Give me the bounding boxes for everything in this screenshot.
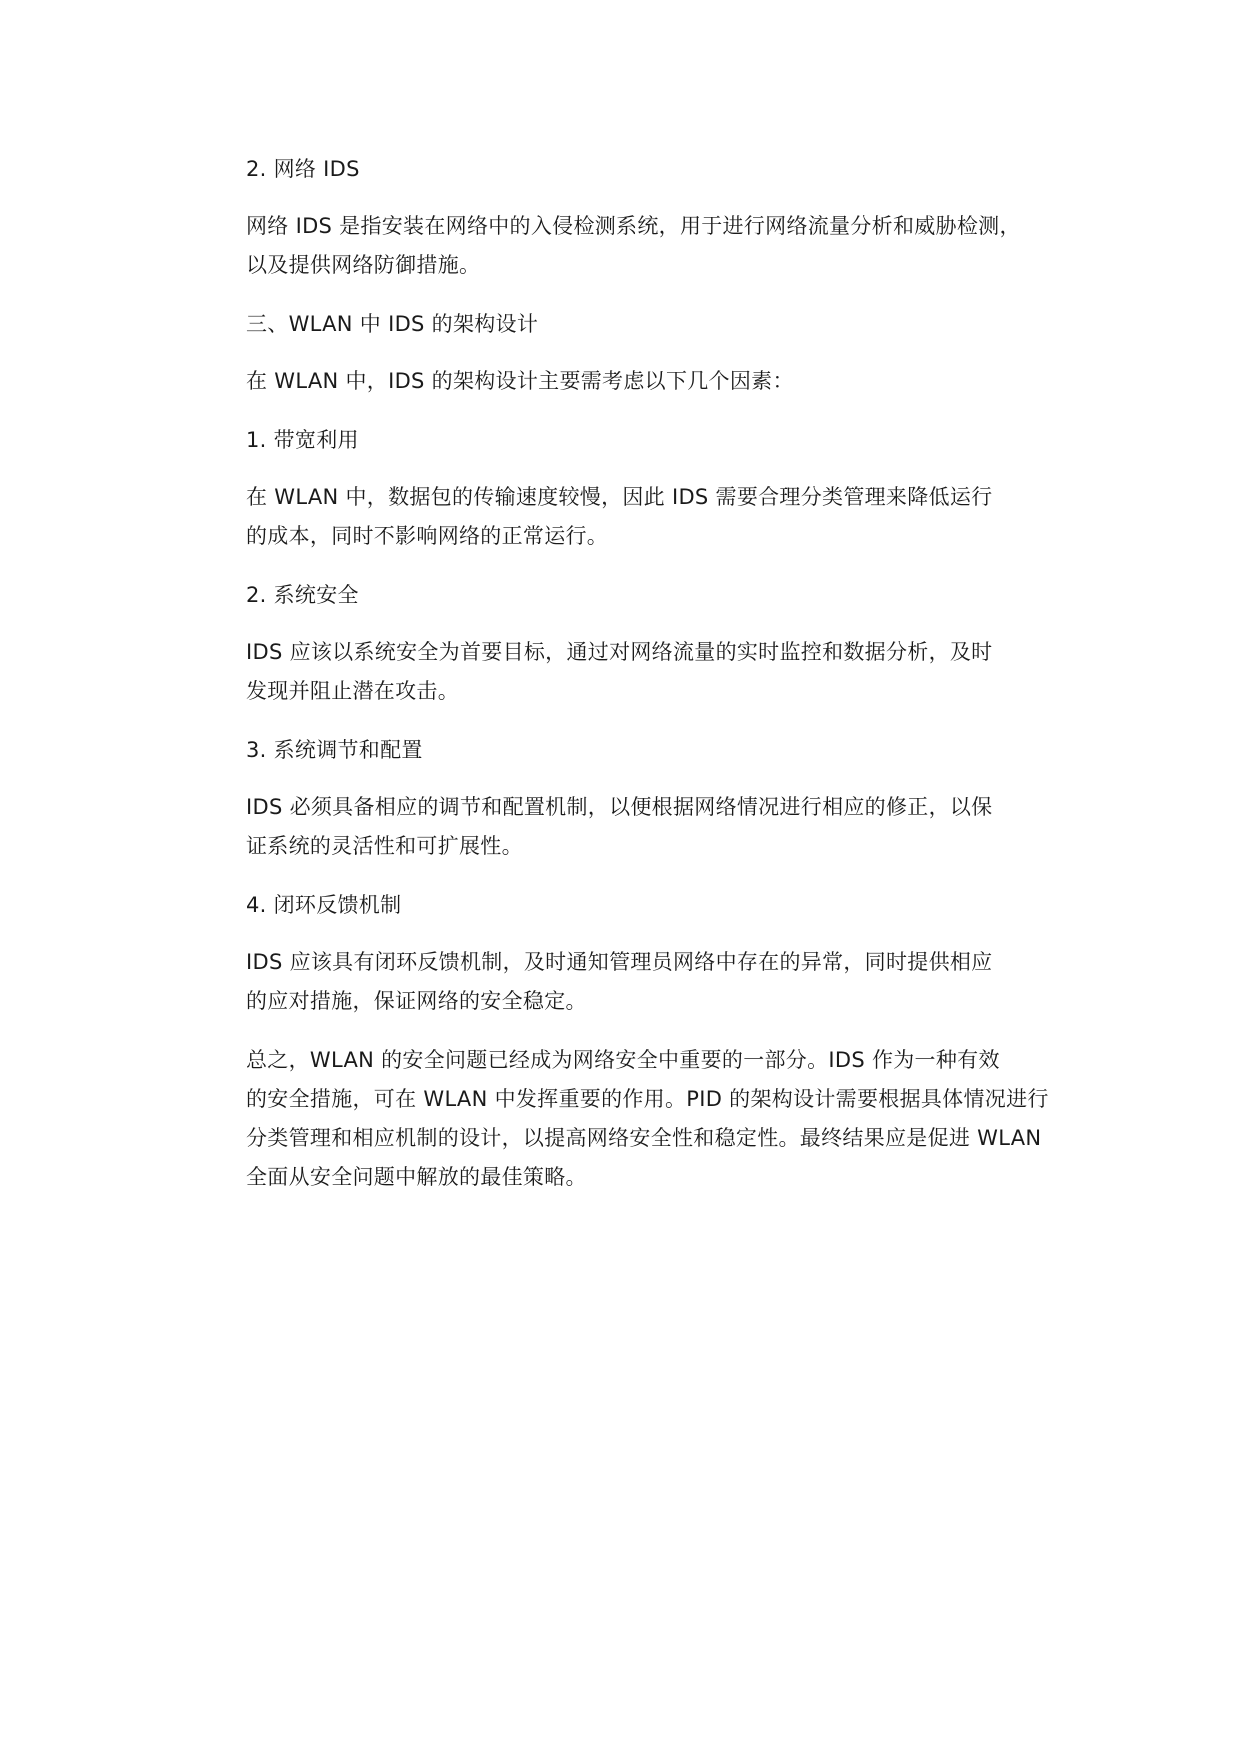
body-paragraph	[188, 478, 1078, 556]
section-heading	[188, 150, 1078, 189]
section-heading	[188, 886, 1078, 925]
text-line: 以及提供网络防御措施。	[246, 253, 481, 277]
text-line: 的应对措施，保证网络的安全稳定。	[246, 989, 587, 1013]
body-paragraph	[188, 943, 1078, 1021]
body-paragraph	[188, 633, 1078, 711]
body-paragraph	[188, 207, 1078, 285]
text-line: 3. 系统调节和配置	[246, 738, 423, 762]
section-heading	[188, 576, 1078, 615]
text-line: 发现并阻止潜在攻击。	[246, 679, 459, 703]
text-line: 2. 网络 IDS	[246, 157, 360, 181]
text-line: 2. 系统安全	[246, 583, 359, 607]
text-line: 在 WLAN 中，数据包的传输速度较慢，因此 IDS 需要合理分类管理来降低运行	[246, 485, 993, 509]
section-heading	[188, 305, 1078, 344]
text-line: 三、WLAN 中 IDS 的架构设计	[246, 312, 539, 336]
text-line: IDS 应该以系统安全为首要目标，通过对网络流量的实时监控和数据分析，及时	[246, 640, 993, 664]
body-paragraph	[188, 1041, 1078, 1197]
text-line: IDS 必须具备相应的调节和配置机制，以便根据网络情况进行相应的修正，以保	[246, 795, 993, 819]
text-line: 证系统的灵活性和可扩展性。	[246, 834, 523, 858]
text-line: 在 WLAN 中，IDS 的架构设计主要需考虑以下几个因素：	[246, 369, 794, 393]
section-heading	[188, 421, 1078, 460]
text-line: 的安全措施，可在 WLAN 中发挥重要的作用。PID 的架构设计需要根据具体情况进行	[246, 1087, 1049, 1111]
text-line: 网络 IDS 是指安装在网络中的入侵检测系统，用于进行网络流量分析和威胁检测，	[246, 214, 1021, 238]
text-line: IDS 应该具有闭环反馈机制，及时通知管理员网络中存在的异常，同时提供相应	[246, 950, 993, 974]
text-line: 总之，WLAN 的安全问题已经成为网络安全中重要的一部分。IDS 作为一种有效	[246, 1048, 1000, 1072]
text-line: 全面从安全问题中解放的最佳策略。	[246, 1165, 587, 1189]
text-line: 4. 闭环反馈机制	[246, 893, 402, 917]
body-paragraph	[188, 788, 1078, 866]
body-paragraph	[188, 362, 1078, 401]
text-line: 分类管理和相应机制的设计，以提高网络安全性和稳定性。最终结果应是促进 WLAN	[246, 1126, 1042, 1150]
text-line: 的成本，同时不影响网络的正常运行。	[246, 524, 609, 548]
document-body	[188, 150, 1078, 1217]
section-heading	[188, 731, 1078, 770]
text-line: 1. 带宽利用	[246, 428, 359, 452]
